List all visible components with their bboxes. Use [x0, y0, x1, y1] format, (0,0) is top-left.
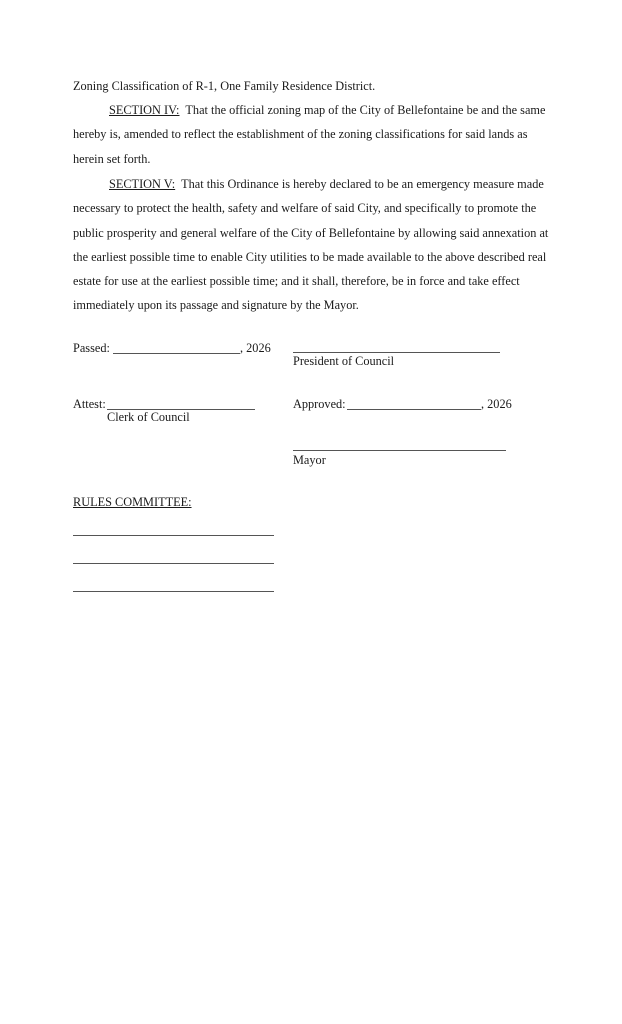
- section-v-line: the earliest possible time to enable City utilities to be made available to the above described real: [73, 250, 547, 264]
- attest-label: Attest:: [73, 397, 106, 411]
- committee-signature-line: [73, 535, 274, 536]
- passed-year: , 2026: [240, 341, 271, 355]
- committee-signature-line: [73, 563, 274, 564]
- section-iv-line: That the official zoning map of the City of Bellefontaine be and the same: [185, 103, 546, 117]
- president-label: President of Council: [293, 354, 395, 368]
- section-iv-line: hereby is, amended to reflect the establishment of the zoning classifications for said lands as: [73, 127, 528, 141]
- passed-date-line: [113, 353, 240, 354]
- committee-signature-line: [73, 591, 274, 592]
- intro-line: Zoning Classification of R-1, One Family Residence District.: [73, 79, 376, 93]
- section-iv-line: herein set forth.: [73, 152, 151, 166]
- clerk-label: Clerk of Council: [107, 410, 190, 424]
- mayor-label: Mayor: [293, 453, 326, 467]
- section-iv-first-line: [109, 102, 545, 118]
- section-v-line: estate for use at the earliest possible time; and it shall, therefore, be in force and take effect: [73, 274, 520, 288]
- mayor-signature-line: [293, 450, 506, 451]
- section-v-heading: SECTION V:: [109, 177, 176, 191]
- section-v-line: necessary to protect the health, safety and welfare of said City, and specifically to promote the: [73, 201, 537, 215]
- rules-committee-heading: RULES COMMITTEE:: [73, 495, 192, 509]
- section-v-line: public prosperity and general welfare of the City of Bellefontaine by allowing said annexation at: [73, 226, 549, 240]
- passed-label: Passed:: [73, 341, 110, 355]
- section-iv-heading: SECTION IV:: [109, 103, 180, 117]
- section-v-first-line: [109, 176, 544, 192]
- section-v-line: immediately upon its passage and signature by the Mayor.: [73, 298, 359, 312]
- approved-date-line: [347, 409, 481, 410]
- approved-year: , 2026: [481, 397, 512, 411]
- approved-label: Approved:: [293, 397, 346, 411]
- section-v-line: That this Ordinance is hereby declared to be an emergency measure made: [181, 177, 544, 191]
